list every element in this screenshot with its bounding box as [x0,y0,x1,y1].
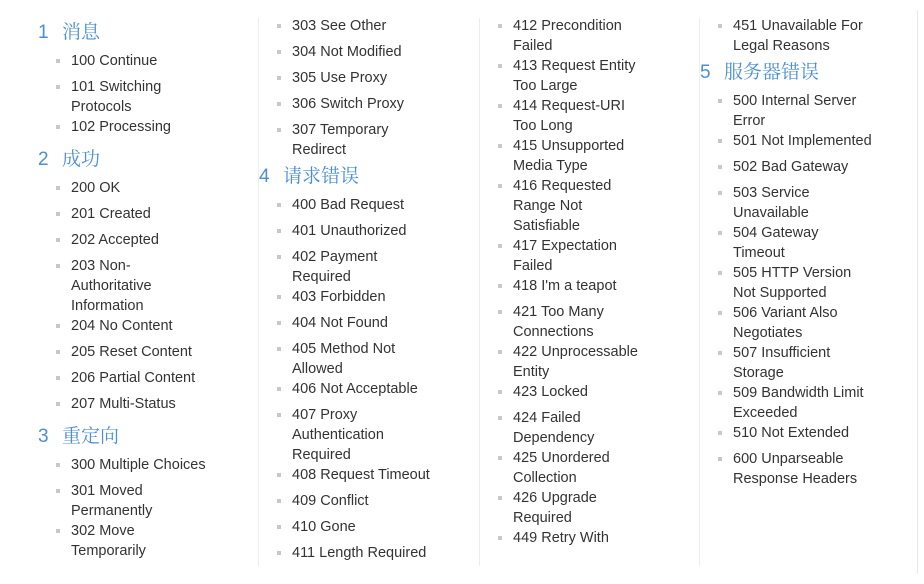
section-title: 成功 [62,149,101,170]
status-code-item[interactable]: 509 Bandwidth Limit Exceeded [733,383,878,423]
section-title: 重定向 [62,426,120,447]
section-heading[interactable] [38,147,100,173]
status-code-item[interactable]: 410 Gone [292,519,356,535]
section-title: 消息 [62,22,101,43]
section-number: 5 [700,62,711,83]
status-code-item[interactable]: 413 Request Entity Too Large [513,56,648,96]
status-code-item[interactable]: 501 Not Implemented [733,133,872,149]
status-code-item[interactable]: 411 Length Required [292,545,427,561]
section-title: 服务器错误 [724,62,820,83]
status-code-item[interactable]: 449 Retry With [513,530,609,546]
status-code-item[interactable]: 406 Not Acceptable [292,381,418,397]
status-code-item[interactable]: 451 Unavailable For Legal Reasons [733,16,883,56]
right-border [917,10,918,574]
status-code-item[interactable]: 421 Too Many Connections [513,302,623,342]
toc-column-1 [38,0,223,584]
status-code-item[interactable]: 423 Locked [513,384,588,400]
section-number: 3 [38,426,49,447]
status-code-item[interactable]: 503 Service Unavailable [733,183,843,223]
status-code-item[interactable]: 101 Switching Protocols [71,77,201,117]
status-code-item[interactable]: 203 Non-Authoritative Information [71,256,166,316]
toc-column-2 [259,0,444,584]
status-code-item[interactable]: 417 Expectation Failed [513,236,638,276]
status-code-item[interactable]: 301 Moved Permanently [71,481,181,521]
status-code-item[interactable]: 403 Forbidden [292,289,386,305]
status-code-item[interactable]: 424 Failed Dependency [513,408,623,448]
section-number: 4 [259,166,270,187]
status-code-item[interactable]: 102 Processing [71,119,171,135]
section-heading[interactable] [38,20,100,46]
status-code-item[interactable]: 206 Partial Content [71,370,196,386]
status-code-item[interactable]: 408 Request Timeout [292,467,430,483]
status-code-item[interactable]: 303 See Other [292,18,387,34]
section-title: 请求错误 [283,166,360,187]
status-code-item[interactable]: 205 Reset Content [71,344,192,360]
status-code-item[interactable]: 416 Requested Range Not Satisfiable [513,176,623,236]
section-number: 1 [38,22,49,43]
status-code-item[interactable]: 401 Unauthorized [292,223,407,239]
status-code-item[interactable]: 305 Use Proxy [292,70,388,86]
status-code-item[interactable]: 200 OK [71,180,121,196]
status-code-item[interactable]: 100 Continue [71,53,158,69]
status-code-item[interactable]: 201 Created [71,206,151,222]
status-code-item[interactable]: 302 Move Temporarily [71,521,181,561]
status-code-item[interactable]: 405 Method Not Allowed [292,339,417,379]
status-code-item[interactable]: 404 Not Found [292,315,388,331]
status-code-item[interactable]: 415 Unsupported Media Type [513,136,638,176]
status-code-item[interactable]: 304 Not Modified [292,44,402,60]
status-code-item[interactable]: 202 Accepted [71,232,159,248]
status-code-item[interactable]: 507 Insufficient Storage [733,343,853,383]
status-code-item[interactable]: 400 Bad Request [292,197,405,213]
status-code-item[interactable]: 409 Conflict [292,493,369,509]
status-code-item[interactable]: 510 Not Extended [733,425,850,441]
status-code-item[interactable]: 407 Proxy Authentication Required [292,405,392,465]
status-code-item[interactable]: 204 No Content [71,318,173,334]
status-code-item[interactable]: 506 Variant Also Negotiates [733,303,858,343]
status-code-item[interactable]: 307 Temporary Redirect [292,120,402,160]
status-code-item[interactable]: 402 Payment Required [292,247,392,287]
status-code-item[interactable]: 425 Unordered Collection [513,448,643,488]
status-code-item[interactable]: 306 Switch Proxy [292,96,405,112]
status-code-item[interactable]: 600 Unparseable Response Headers [733,449,868,489]
status-code-item[interactable]: 414 Request-URI Too Long [513,96,638,136]
status-code-item[interactable]: 412 Precondition Failed [513,16,638,56]
status-code-item[interactable]: 426 Upgrade Required [513,488,623,528]
status-code-item[interactable]: 505 HTTP Version Not Supported [733,263,868,303]
status-code-item[interactable]: 500 Internal Server Error [733,91,873,131]
status-code-item[interactable]: 502 Bad Gateway [733,159,849,175]
section-heading[interactable] [38,424,119,450]
toc-column-4 [700,0,910,584]
status-code-item[interactable]: 422 Unprocessable Entity [513,342,653,382]
status-code-item[interactable]: 300 Multiple Choices [71,457,206,473]
section-number: 2 [38,149,49,170]
toc-column-3 [480,0,665,584]
status-code-item[interactable]: 504 Gateway Timeout [733,223,843,263]
section-heading[interactable] [700,60,819,86]
section-heading[interactable] [259,164,359,190]
status-code-item[interactable]: 418 I'm a teapot [513,278,617,294]
status-code-item[interactable]: 207 Multi-Status [71,396,176,412]
